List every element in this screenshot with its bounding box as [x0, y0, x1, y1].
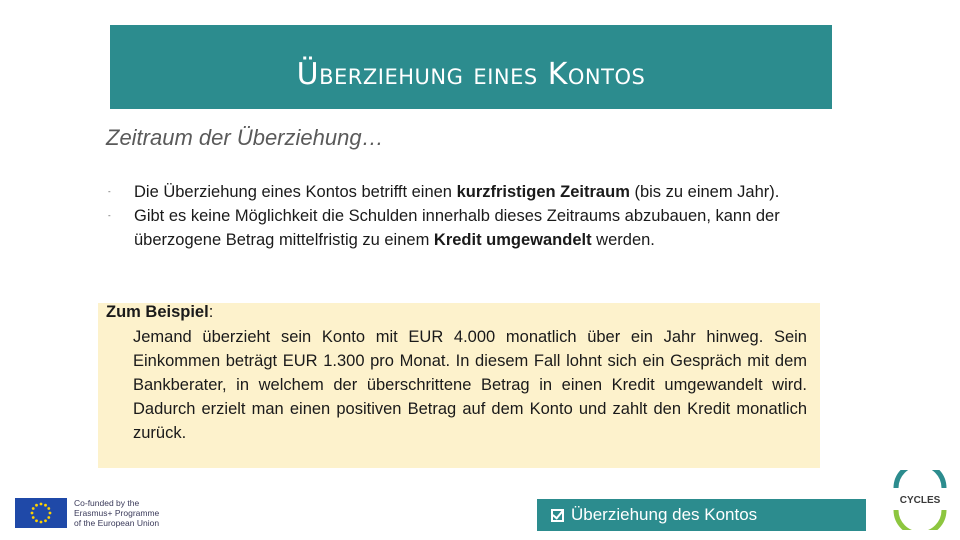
bold-term: Kredit umgewandelt [433, 231, 592, 249]
checkbox-checked-icon [551, 509, 564, 522]
eu-text: Co-funded by the Erasmus+ Programme of the European Union [74, 498, 160, 528]
bullet-dash-icon: - [108, 211, 111, 220]
title-banner [110, 25, 832, 109]
cycles-logo-text: CYCLES [899, 495, 941, 506]
bold-term: kurzfristigen Zeitraum [456, 183, 630, 201]
example-text: Jemand überzieht sein Konto mit EUR 4.000 monatlich über ein Jahr hinweg. Sein Einkommen beträgt EUR 1.300 pro Monat. In diesem Fall lohnt sich ein Gespräch mit dem Bankberater, in welchem der überschrittene Betrag in einen Kredit umgewandelt wird. Dadurch erzielt man einen positiven Betrag auf dem Konto und zahlt den Kredit monatlich zurück. [133, 328, 807, 442]
cycles-logo [884, 470, 956, 530]
bullet-item: - Die Überziehung eines Kontos betrifft einen kurzfristigen Zeitraum (bis zu einem Jahr). [108, 180, 818, 204]
example-heading: Zum Beispiel: [106, 303, 214, 321]
topic-badge-label: Überziehung des Kontos [571, 505, 758, 524]
eu-flag-icon [15, 498, 67, 528]
page-title: Überziehung eines Kontos [296, 56, 646, 92]
bullet-list [108, 180, 818, 252]
eu-cofunded-logo [15, 496, 205, 530]
bullet-dash-icon: - [108, 187, 111, 196]
topic-badge [537, 499, 866, 531]
bullet-item: - Gibt es keine Möglichkeit die Schulden innerhalb dieses Zeitraums abzubauen, kann der überzogene Betrag mittelfristig zu einem Kredit umgewandelt werden. [108, 204, 818, 252]
section-subtitle: Zeitraum der Überziehung… [106, 125, 384, 150]
